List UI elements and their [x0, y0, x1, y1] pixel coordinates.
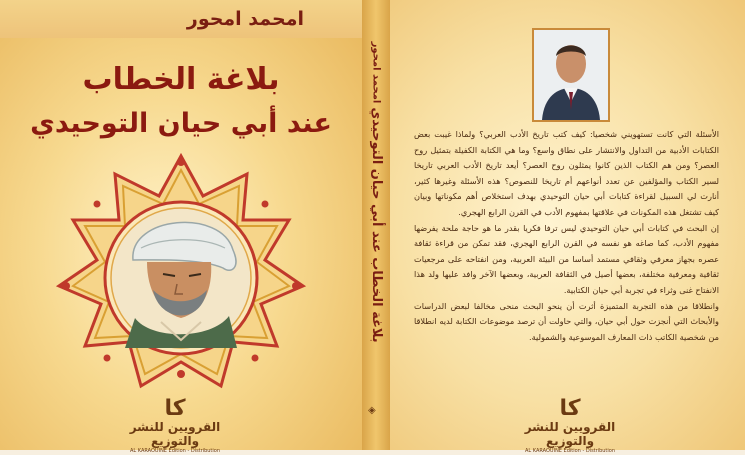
publisher-name-ar: القرويين للنشر والتوزيع: [524, 420, 616, 448]
publisher-name-en: AL KARAOUINE Edition - Distribution: [129, 448, 221, 454]
blurb-paragraph-1: الأسئلة التي كانت تستهويني شخصيا: كيف كتب تاريخ الأدب العربي؟ ولماذا غيبت بعض الكتابات الأدبية من التداول والانتشار على نطاق واسع؟ وما هي الكتابة الكفيلة بتمثيل روح العصر؟ ومن هم الكتاب الذين كانوا يمثلون روح العصر؟ أيعد تاريخ الأدب العربي تاريخا لسير الكتاب والمؤلفين عن تعدد أنواعهم أم تاريخا للنصوص؟ هذه الأسئلة وغيرها كثير، أنارت لي السبيل لقراءة كتابات أبي حيان التوحيدي بهدف استخلاص أهم مكوناتها وبيان كيف تشتغل هذه المكونات في علاقتها بمفهوم الأدب في القرن الرابع الهجري.: [414, 129, 719, 217]
title-line-2: عند أبي حيان التوحيدي: [30, 108, 332, 139]
author-band: [0, 0, 362, 38]
spine-title-text: بلاغة الخطاب عند أبي حيان التوحيدي: [369, 107, 384, 343]
spine-author: [366, 41, 386, 105]
publisher-logo-front: [120, 398, 230, 455]
front-cover: [0, 0, 362, 454]
publisher-name-ar: القرويين للنشر والتوزيع: [129, 420, 221, 448]
spine-logo-icon: ◈: [368, 405, 376, 416]
publisher-logo-icon: كا: [559, 396, 581, 421]
title-line-1: بلاغة الخطاب: [82, 62, 280, 97]
blurb-paragraph-3: وانطلاقا من هذه التجربة المتميزة أثرت أن ينحو البحث منحى مخالفا لبعض الدراسات والأبحاث التي أنجزت حول أبي حيان، والتي حاولت أن ترصد موضوعات الكتابة لديه انطلاقا من شخصية الكاتب ذات المعارف الموسوعية والشمولية.: [414, 300, 719, 342]
publisher-name-en: AL KARAOUINE Edition - Distribution: [524, 448, 616, 454]
blurb-paragraph-2: إن البحث في كتابات أبي حيان التوحيدي ليس ترفا فكريا بقدر ما هو حاجة ملحة يفرضها مفهوم الأدب، كما صاغه هو نفسه في القرن الرابع الهجري، فقد تمكن من قراءة ثقافة عصره بجهاز معرفي وثقافي مستمد أساسا من البيئة العربية، ومن انفتاحه على مرجعيات ثقافية ومعرفية مختلفة، بعضها أصيل في الثقافة العربية، وبعضها الآخر وافد عليها ولد هذا الانفتاح غنى وثراء في تجربة أبي حيان الكتابية.: [414, 222, 719, 295]
publisher-logo-back: [515, 398, 625, 455]
star-ornament-icon: [36, 150, 326, 400]
spine-author-text: امحمد امحور: [370, 41, 382, 104]
author-photo: [532, 28, 610, 122]
author-name: امحمد امحور: [186, 8, 304, 30]
back-cover-blurb: [414, 127, 719, 345]
publisher-logo-icon: كا: [164, 396, 186, 421]
